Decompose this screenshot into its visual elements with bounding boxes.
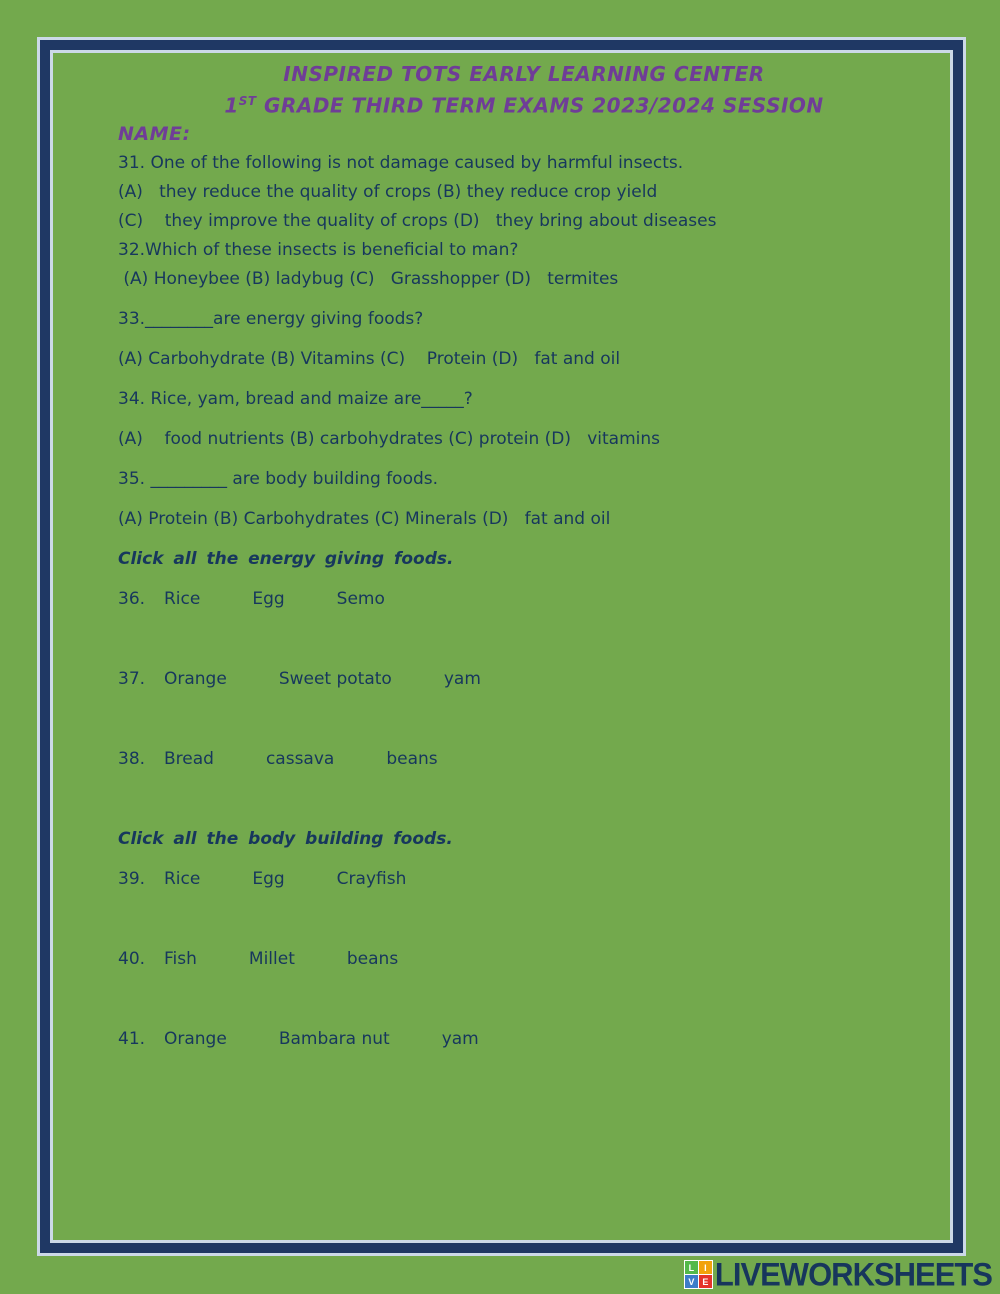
question-number: 40.: [118, 948, 146, 969]
question-35: 35. _________ are body building foods.: [118, 468, 439, 489]
food-item[interactable]: Egg: [252, 868, 285, 889]
question-number: 38.: [118, 748, 146, 769]
question-31: 31. One of the following is not damage caused by harmful insects.: [118, 152, 684, 173]
food-item[interactable]: Egg: [252, 588, 285, 609]
exam-title-rest: GRADE THIRD TERM EXAMS 2023/2024 SESSION: [256, 93, 824, 118]
question-number: 36.: [118, 588, 146, 609]
question-number: 41.: [118, 1028, 146, 1049]
food-item[interactable]: Crayfish: [336, 868, 407, 889]
instruction-body-building-foods: Click all the body building foods.: [118, 828, 453, 849]
question-31-options-cd[interactable]: (C) they improve the quality of crops (D) they bring about diseases: [118, 210, 717, 231]
liveworksheets-footer: [684, 1256, 992, 1293]
question-33-options[interactable]: (A) Carbohydrate (B) Vitamins (C) Protein (D) fat and oil: [118, 348, 621, 369]
school-title: INSPIRED TOTS EARLY LEARNING CENTER: [283, 62, 765, 86]
worksheet-content: [53, 53, 950, 1240]
food-item[interactable]: Sweet potato: [278, 668, 392, 689]
exam-title-grade-ordinal: ST: [238, 94, 257, 108]
food-item[interactable]: Orange: [164, 1028, 227, 1049]
food-item[interactable]: Fish: [164, 948, 197, 969]
food-item[interactable]: Rice: [164, 588, 201, 609]
food-item[interactable]: Rice: [164, 868, 201, 889]
food-item[interactable]: Orange: [164, 668, 227, 689]
question-31-options-ab[interactable]: (A) they reduce the quality of crops (B) they reduce crop yield: [118, 181, 658, 202]
food-item[interactable]: Bambara nut: [278, 1028, 390, 1049]
question-39-row: [118, 868, 930, 890]
name-label: NAME:: [118, 122, 191, 145]
question-32: 32.Which of these insects is beneficial to man?: [118, 239, 519, 260]
food-item[interactable]: beans: [346, 948, 399, 969]
exam-title: [118, 88, 930, 120]
food-item[interactable]: cassava: [265, 748, 335, 769]
food-item[interactable]: beans: [386, 748, 438, 769]
question-33: 33.________are energy giving foods?: [118, 308, 424, 329]
food-item[interactable]: yam: [441, 1028, 479, 1049]
question-38-row: [118, 748, 930, 770]
instruction-energy-foods: Click all the energy giving foods.: [118, 548, 454, 569]
question-36-row: [118, 588, 930, 610]
logo-cell-e: E: [699, 1275, 712, 1288]
food-item[interactable]: Bread: [164, 748, 214, 769]
question-number: 39.: [118, 868, 146, 889]
question-34-options[interactable]: (A) food nutrients (B) carbohydrates (C) protein (D) vitamins: [118, 428, 660, 449]
logo-cell-v: V: [685, 1275, 698, 1288]
food-item[interactable]: Millet: [248, 948, 295, 969]
question-34: 34. Rice, yam, bread and maize are_____?: [118, 388, 473, 409]
food-item[interactable]: Semo: [336, 588, 385, 609]
question-32-options[interactable]: (A) Honeybee (B) ladybug (C) Grasshopper (D) termites: [118, 268, 619, 289]
question-40-row: [118, 948, 930, 970]
question-35-options[interactable]: (A) Protein (B) Carbohydrates (C) Minerals (D) fat and oil: [118, 508, 611, 529]
liveworksheets-logo-icon: [684, 1260, 713, 1289]
question-41-row: [118, 1028, 930, 1050]
question-37-row: [118, 668, 930, 690]
logo-cell-l: L: [685, 1261, 698, 1274]
question-number: 37.: [118, 668, 146, 689]
liveworksheets-wordmark: LIVEWORKSHEETS: [714, 1256, 992, 1293]
food-item[interactable]: yam: [443, 668, 481, 689]
logo-cell-i: I: [699, 1261, 712, 1274]
exam-title-grade-number: 1: [224, 93, 239, 118]
